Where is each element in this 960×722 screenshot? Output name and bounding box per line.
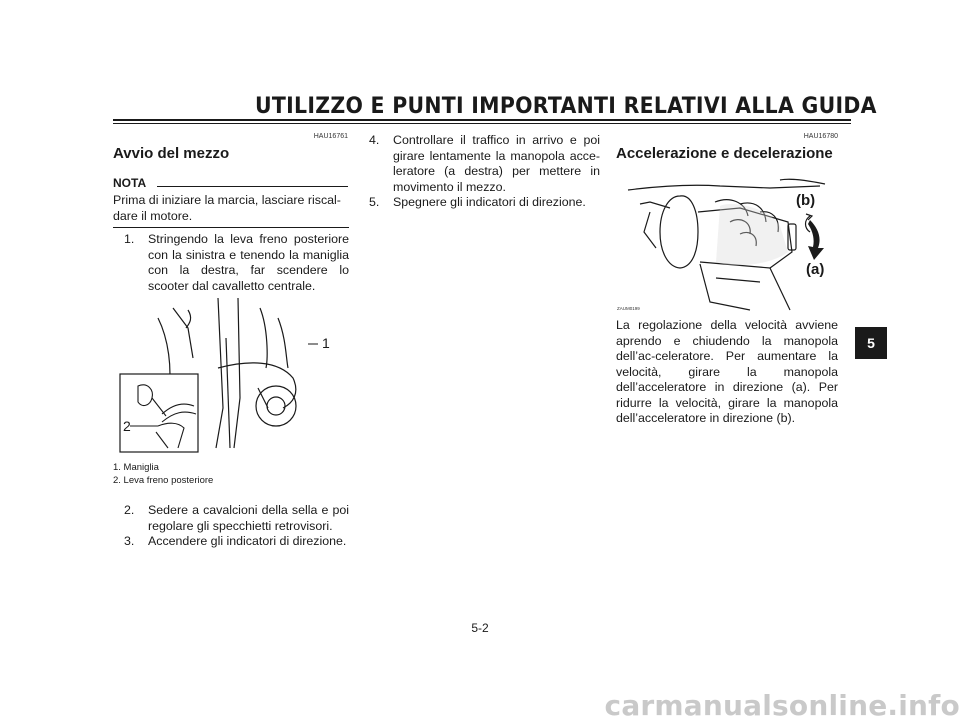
step-text: Spegnere gli indicatori di direzione. [393, 195, 586, 209]
figure-callout-2: 2 [123, 418, 131, 434]
scooter-stand-illustration [118, 298, 336, 454]
step-text: Sedere a cavalcioni della sella e poi regolare gli specchietti retrovisori. [148, 503, 349, 533]
step-number: 2. [124, 503, 135, 517]
step-number: 4. [369, 133, 380, 147]
step-item [369, 133, 600, 195]
header-rule [113, 119, 851, 121]
section-heading: Avvio del mezzo [113, 145, 230, 162]
chapter-tab [855, 327, 887, 359]
figure-caption: 1. Maniglia [113, 462, 159, 473]
note-text [113, 193, 349, 224]
rotation-label-b: (b) [796, 192, 816, 209]
section-paragraph: La regolazione della velocità avviene aprendo e chiudendo la manopola dell’ac-celeratore. Per aumentare la velocità, girare la manopola dell’acceleratore in direzione (a). Per ridurre la velocità, girare la manopola dell’acceleratore in direzione (b). [616, 318, 838, 425]
step-text: Accendere gli indicatori di direzione. [148, 534, 347, 548]
chapter-tab-number: 5 [867, 335, 875, 351]
section-heading: Accelerazione e decelerazione [616, 145, 833, 162]
step-item [369, 195, 600, 211]
step-number: 3. [124, 534, 135, 548]
figure-code: ZAUM0199 [617, 306, 640, 311]
note-rule-top [157, 186, 348, 187]
page-number: 5-2 [471, 621, 489, 635]
watermark: carmanualsonline.info [604, 689, 960, 722]
note-text-content: Prima di iniziare la marcia, lasciare riscal-dare il motore. [113, 193, 341, 223]
figure-caption: 2. Leva freno posteriore [113, 475, 214, 486]
figure-callout-1: 1 [322, 335, 330, 351]
section-code: HAU16780 [803, 133, 838, 140]
header-rule-thin [113, 123, 851, 124]
chapter-title: UTILIZZO E PUNTI IMPORTANTI RELATIVI ALLA GUIDA [255, 94, 877, 119]
note-rule-bottom [113, 227, 349, 228]
step-number: 1. [124, 232, 135, 246]
step-item [124, 534, 349, 550]
step-item [124, 232, 349, 294]
step-item [124, 503, 349, 535]
rotation-label-a: (a) [806, 261, 825, 278]
note-label: NOTA [113, 176, 147, 190]
section-code: HAU16761 [313, 133, 348, 140]
step-text: Stringendo la leva freno posteriore con la sinistra e tenendo la maniglia con la destra, far scendere lo scooter dal cavalletto centrale. [148, 232, 349, 293]
step-text: Controllare il traffico in arrivo e poi girare lentamente la manopola acce-leratore (a destra) per mettere in movimento il mezzo. [393, 133, 600, 194]
step-number: 5. [369, 195, 380, 209]
